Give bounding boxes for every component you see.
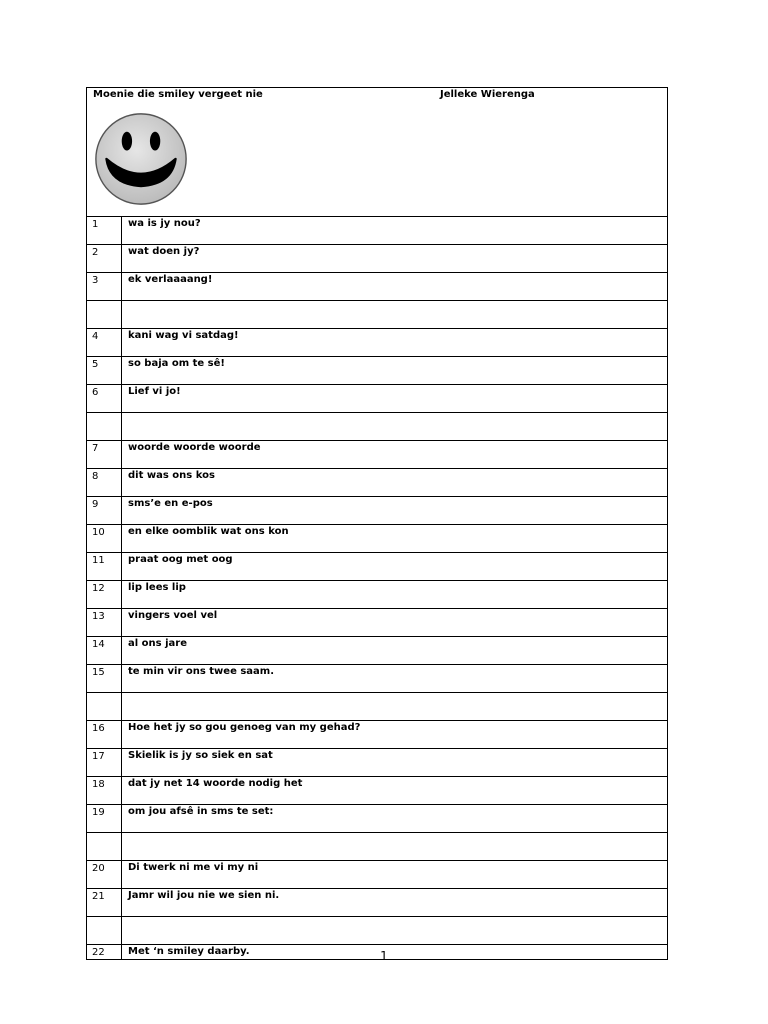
line-number: 8 — [87, 469, 122, 497]
poem-line-row — [87, 441, 668, 469]
line-number — [87, 301, 122, 329]
poem-line-row — [87, 777, 668, 805]
poem-line-row — [87, 833, 668, 861]
poem-line-text: Hoe het jy so gou genoeg van my gehad? — [122, 721, 668, 749]
poem-line-row — [87, 805, 668, 833]
line-number: 15 — [87, 665, 122, 693]
poem-line-text — [122, 301, 668, 329]
line-number — [87, 833, 122, 861]
poem-line-text: Lief vi jo! — [122, 385, 668, 413]
poem-line-text: sms’e en e-pos — [122, 497, 668, 525]
poem-line-text: praat oog met oog — [122, 553, 668, 581]
poem-line-text: Di twerk ni me vi my ni — [122, 861, 668, 889]
poem-line-text: vingers voel vel — [122, 609, 668, 637]
poem-author: Jelleke Wierenga — [440, 89, 535, 100]
line-number: 11 — [87, 553, 122, 581]
line-number: 7 — [87, 441, 122, 469]
poem-line-text: te min vir ons twee saam. — [122, 665, 668, 693]
poem-line-text: dat jy net 14 woorde nodig het — [122, 777, 668, 805]
line-number: 5 — [87, 357, 122, 385]
line-number: 12 — [87, 581, 122, 609]
poem-line-row — [87, 273, 668, 301]
poem-line-text — [122, 693, 668, 721]
poem-line-text: kani wag vi satdag! — [122, 329, 668, 357]
poem-line-text: Jamr wil jou nie we sien ni. — [122, 889, 668, 917]
line-number: 4 — [87, 329, 122, 357]
poem-line-text: lip lees lip — [122, 581, 668, 609]
line-number: 16 — [87, 721, 122, 749]
line-number: 18 — [87, 777, 122, 805]
poem-line-row — [87, 245, 668, 273]
line-number — [87, 413, 122, 441]
poem-line-text — [122, 917, 668, 945]
poem-line-text: wat doen jy? — [122, 245, 668, 273]
line-number: 3 — [87, 273, 122, 301]
poem-line-text: Skielik is jy so siek en sat — [122, 749, 668, 777]
poem-line-row — [87, 217, 668, 245]
smiley-face-icon — [94, 112, 188, 206]
poem-line-text: dit was ons kos — [122, 469, 668, 497]
line-number: 21 — [87, 889, 122, 917]
header-row — [87, 88, 668, 217]
poem-line-text: so baja om te sê! — [122, 357, 668, 385]
line-number: 10 — [87, 525, 122, 553]
poem-line-text: wa is jy nou? — [122, 217, 668, 245]
poem-line-row — [87, 581, 668, 609]
header-cell — [87, 88, 668, 217]
line-number: 19 — [87, 805, 122, 833]
poem-line-text: om jou afsê in sms te set: — [122, 805, 668, 833]
poem-line-row — [87, 917, 668, 945]
poem-line-row — [87, 301, 668, 329]
poem-line-row — [87, 861, 668, 889]
poem-title: Moenie die smiley vergeet nie — [93, 89, 263, 100]
line-number: 17 — [87, 749, 122, 777]
line-number — [87, 693, 122, 721]
poem-line-row — [87, 385, 668, 413]
poem-line-row — [87, 525, 668, 553]
poem-line-row — [87, 609, 668, 637]
poem-table — [86, 87, 668, 960]
line-number: 13 — [87, 609, 122, 637]
poem-line-row — [87, 413, 668, 441]
poem-line-text: en elke oomblik wat ons kon — [122, 525, 668, 553]
poem-line-row — [87, 329, 668, 357]
poem-line-row — [87, 553, 668, 581]
line-number: 6 — [87, 385, 122, 413]
poem-line-row — [87, 497, 668, 525]
poem-line-row — [87, 357, 668, 385]
poem-line-text — [122, 833, 668, 861]
page-number: 1 — [380, 949, 388, 963]
poem-line-row — [87, 637, 668, 665]
line-number: 20 — [87, 861, 122, 889]
poem-line-row — [87, 749, 668, 777]
line-number: 1 — [87, 217, 122, 245]
poem-line-text: woorde woorde woorde — [122, 441, 668, 469]
poem-line-row — [87, 721, 668, 749]
poem-line-row — [87, 693, 668, 721]
poem-line-text: al ons jare — [122, 637, 668, 665]
line-number: 22 — [87, 945, 122, 960]
poem-line-text — [122, 413, 668, 441]
line-number: 14 — [87, 637, 122, 665]
line-number: 9 — [87, 497, 122, 525]
poem-line-row — [87, 665, 668, 693]
poem-line-row — [87, 469, 668, 497]
poem-line-text: ek verlaaaang! — [122, 273, 668, 301]
line-number — [87, 917, 122, 945]
poem-line-text: Met ‘n smiley daarby. — [122, 945, 668, 960]
poem-line-row — [87, 889, 668, 917]
line-number: 2 — [87, 245, 122, 273]
